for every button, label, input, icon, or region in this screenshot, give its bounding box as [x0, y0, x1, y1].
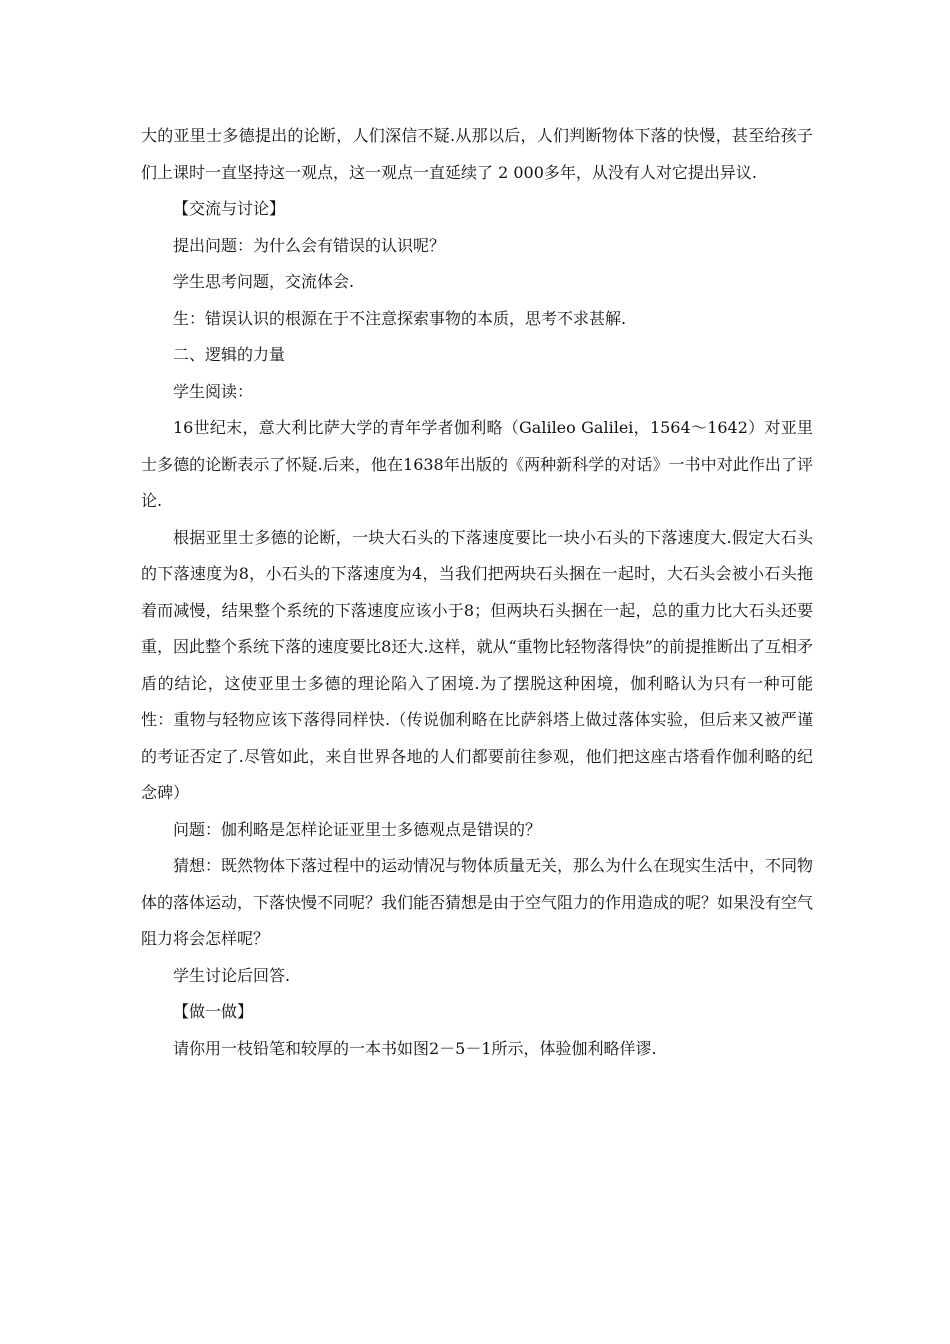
document-body: [141, 118, 813, 1067]
paragraph-question-galileo: 问题：伽利略是怎样论证亚里士多德观点是错误的？: [173, 819, 542, 839]
section-label-try-it: 【做一做】: [173, 1002, 254, 1021]
paragraph-activity: 请你用一枝铅笔和较厚的一本书如图2－5－1所示，体验伽利略佯谬.: [173, 1038, 657, 1058]
section-heading-logic: 二、逻辑的力量: [173, 345, 286, 364]
paragraph-question: 提出问题：为什么会有错误的认识呢？: [173, 235, 446, 255]
paragraph-galileo-intro: 16世纪末，意大利比萨大学的青年学者伽利略（Galileo Galilei，1564～1642）对亚里士多德的论断表示了怀疑.后来，他在1638年出版的《两种新科学的对话》一书中对此作出了评论.: [141, 418, 813, 510]
paragraph-student-read: 学生阅读：: [173, 381, 254, 401]
section-label-discussion: 【交流与讨论】: [173, 199, 286, 218]
paragraph-hypothesis: 猜想：既然物体下落过程中的运动情况与物体质量无关，那么为什么在现实生活中，不同物体的落体运动，下落快慢不同呢？我们能否猜想是由于空气阻力的作用造成的呢？如果没有空气阻力将会怎样呢？: [141, 856, 814, 948]
paragraph-galileo-argument: 根据亚里士多德的论断，一块大石头的下落速度要比一块小石头的下落速度大.假定大石头的下落速度为8，小石头的下落速度为4，当我们把两块石头捆在一起时，大石头会被小石头拖着而减慢，结果整个系统的下落速度应该小于8；但两块石头捆在一起，总的重力比大石头还要重，因此整个系统下落的速度要比8还大.这样，就从“重物比轻物落得快”的前提推断出了互相矛盾的结论，这使亚里士多德的理论陷入了困境.为了摆脱这种困境，伽利略认为只有一种可能性：重物与轻物应该下落得同样快.（传说伽利略在比萨斜塔上做过落体实验，但后来又被严谨的考证否定了.尽管如此，来自世界各地的人们都要前往参观，他们把这座古塔看作伽利略的纪念碑）: [141, 527, 813, 802]
paragraph-aristotle-belief: 大的亚里士多德提出的论断，人们深信不疑.从那以后，人们判断物体下落的快慢，甚至给孩子们上课时一直坚持这一观点，这一观点一直延续了 2 000多年，从没有人对它提出异议.: [141, 126, 813, 182]
paragraph-student-discuss: 学生讨论后回答.: [173, 965, 291, 985]
paragraph-student-think: 学生思考问题，交流体会.: [173, 272, 355, 291]
paragraph-student-answer: 生：错误认识的根源在于不注意探索事物的本质，思考不求甚解.: [173, 308, 627, 328]
